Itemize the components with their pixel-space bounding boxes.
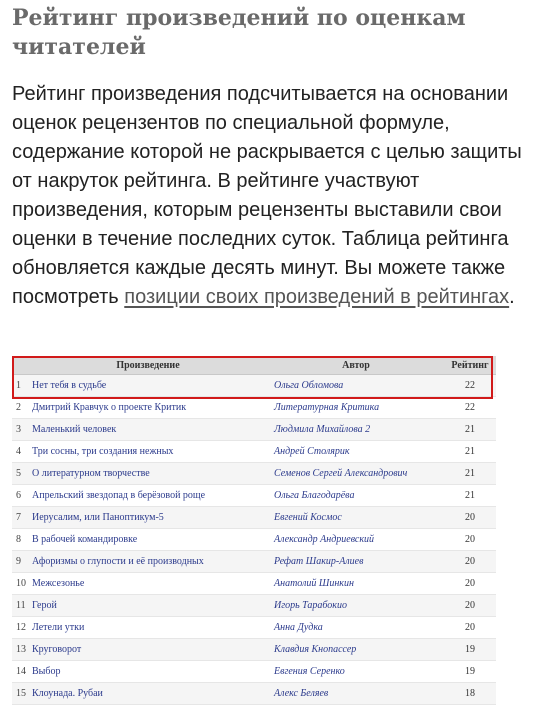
rating-value: 19 — [444, 661, 496, 683]
row-number: 13 — [12, 639, 28, 661]
header-num — [12, 356, 28, 375]
work-title-link[interactable]: Три сосны, три создания нежных — [28, 441, 268, 463]
work-title-link[interactable]: Маленький человек — [28, 419, 268, 441]
table-row — [12, 683, 496, 705]
work-title-link[interactable]: Иерусалим, или Паноптикум-5 — [28, 507, 268, 529]
table-row — [12, 639, 496, 661]
table-row — [12, 573, 496, 595]
work-title-link[interactable]: Выбор — [28, 661, 268, 683]
row-number: 8 — [12, 529, 28, 551]
work-title-link[interactable]: Нет тебя в судьбе — [28, 375, 268, 397]
rating-value: 21 — [444, 441, 496, 463]
rating-value: 20 — [444, 529, 496, 551]
work-title-link[interactable]: Круговорот — [28, 639, 268, 661]
row-number: 10 — [12, 573, 28, 595]
work-title-link[interactable]: Дмитрий Кравчук о проекте Критик — [28, 397, 268, 419]
work-title-link[interactable]: О литературном творчестве — [28, 463, 268, 485]
rating-value: 20 — [444, 595, 496, 617]
rating-table — [12, 356, 496, 705]
author-link[interactable]: Евгения Серенко — [268, 661, 444, 683]
table-row — [12, 485, 496, 507]
row-number: 9 — [12, 551, 28, 573]
author-link[interactable]: Семенов Сергей Александрович — [268, 463, 444, 485]
author-link[interactable]: Александр Андриевский — [268, 529, 444, 551]
intro-paragraph — [12, 80, 527, 312]
row-number: 11 — [12, 595, 28, 617]
work-title-link[interactable]: В рабочей командировке — [28, 529, 268, 551]
author-link[interactable]: Анна Дудка — [268, 617, 444, 639]
rating-value: 20 — [444, 573, 496, 595]
row-number: 4 — [12, 441, 28, 463]
rating-value: 22 — [444, 375, 496, 397]
table-row — [12, 595, 496, 617]
table-row — [12, 463, 496, 485]
table-row — [12, 375, 496, 397]
work-title-link[interactable]: Межсезонье — [28, 573, 268, 595]
header-rating: Рейтинг — [444, 356, 496, 375]
table-row — [12, 441, 496, 463]
header-author: Автор — [268, 356, 444, 375]
intro-text: Рейтинг произведения подсчитывается на основании оценок рецензентов по специальной формуле, содержание которой не раскрывается с целью защиты от накруток рейтинга. В рейтинге участвуют произведения, которым рецензенты выставили свои оценки в течение последних суток. Таблица рейтинга обновляется каждые десять минут. Вы можете также посмотреть — [12, 83, 522, 308]
header-work: Произведение — [28, 356, 268, 375]
author-link[interactable]: Литературная Критика — [268, 397, 444, 419]
table-header-row — [12, 356, 496, 375]
rating-value: 18 — [444, 683, 496, 705]
author-link[interactable]: Евгений Космос — [268, 507, 444, 529]
table-row — [12, 419, 496, 441]
author-link[interactable]: Анатолий Шинкин — [268, 573, 444, 595]
author-link[interactable]: Игорь Тарабокио — [268, 595, 444, 617]
row-number: 2 — [12, 397, 28, 419]
row-number: 7 — [12, 507, 28, 529]
row-number: 12 — [12, 617, 28, 639]
work-title-link[interactable]: Герой — [28, 595, 268, 617]
rating-value: 21 — [444, 419, 496, 441]
work-title-link[interactable]: Летели утки — [28, 617, 268, 639]
row-number: 15 — [12, 683, 28, 705]
rating-value: 20 — [444, 617, 496, 639]
my-works-positions-link[interactable]: позиции своих произведений в рейтингах — [124, 286, 510, 308]
intro-tail: . — [509, 286, 515, 308]
rating-value: 21 — [444, 485, 496, 507]
rating-value: 20 — [444, 507, 496, 529]
rating-value: 20 — [444, 551, 496, 573]
table-row — [12, 529, 496, 551]
author-link[interactable]: Клавдия Кнопассер — [268, 639, 444, 661]
author-link[interactable]: Людмила Михайлова 2 — [268, 419, 444, 441]
table-row — [12, 507, 496, 529]
row-number: 6 — [12, 485, 28, 507]
author-link[interactable]: Ольга Благодарёва — [268, 485, 444, 507]
table-row — [12, 551, 496, 573]
rating-value: 19 — [444, 639, 496, 661]
row-number: 3 — [12, 419, 28, 441]
rating-value: 22 — [444, 397, 496, 419]
row-number: 1 — [12, 375, 28, 397]
work-title-link[interactable]: Афоризмы о глупости и её производных — [28, 551, 268, 573]
row-number: 5 — [12, 463, 28, 485]
page-title: Рейтинг произведений по оценкам читателей — [12, 5, 466, 60]
table-row — [12, 617, 496, 639]
work-title-link[interactable]: Клоунада. Рубаи — [28, 683, 268, 705]
work-title-link[interactable]: Апрельский звездопад в берёзовой роще — [28, 485, 268, 507]
author-link[interactable]: Алекс Беляев — [268, 683, 444, 705]
rating-value: 21 — [444, 463, 496, 485]
table-row — [12, 661, 496, 683]
row-number: 14 — [12, 661, 28, 683]
table-row — [12, 397, 496, 419]
author-link[interactable]: Рефат Шакир-Алиев — [268, 551, 444, 573]
author-link[interactable]: Андрей Столярик — [268, 441, 444, 463]
author-link[interactable]: Ольга Обломова — [268, 375, 444, 397]
